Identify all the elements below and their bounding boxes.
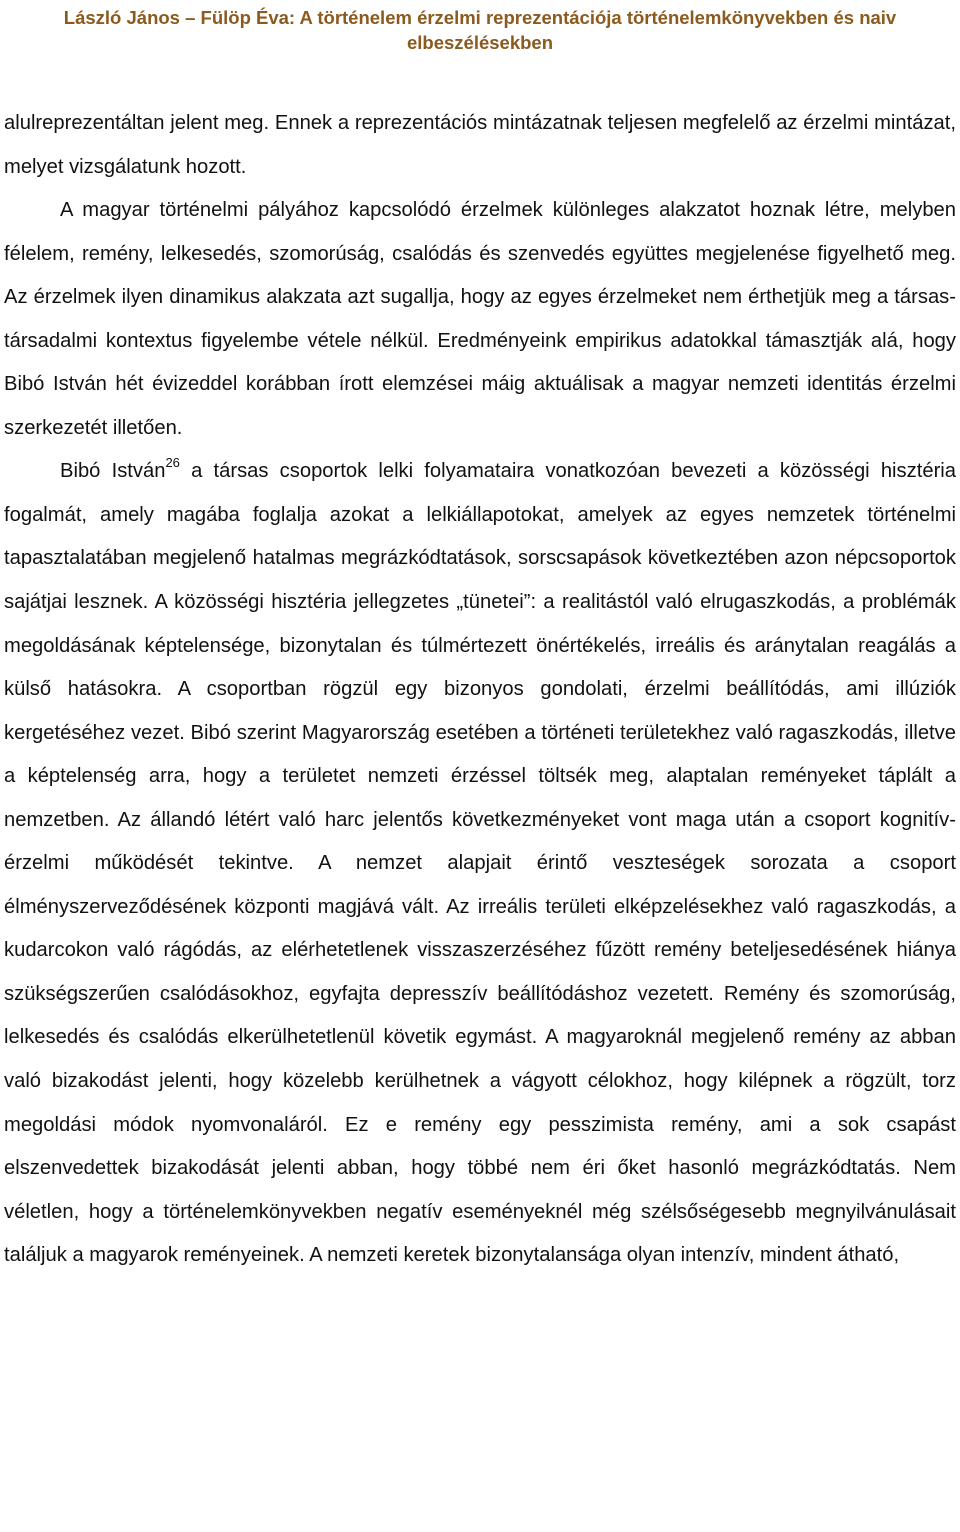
paragraph-3-body: a társas csoportok lelki folyamataira vonatkozóan bevezeti a közösségi hisztéria fogalmát, amely magába foglalja azokat a lelkiállapotokat, amelyek az egyes nemzetek történelmi tapasztalatában megjelenő hatalmas megrázkódtatások, sorscsapások következtében azon népcsoportok sajátjai lesznek. A közösségi hisztéria jellegzetes „tünetei”: a realitástól való elrugaszkodás, a problémák megoldásának képtelensége, bizonytalan és túlmértezett önértékelés, irreális és aránytalan reagálás a külső hatásokra. A csoportban rögzül egy bizonyos gondolati, érzelmi beállítódás, ami illúziók kergetéséhez vezet. Bibó szerint Magyarország esetében a történeti területekhez való ragaszkodás, illetve a képtelenség arra, hogy a területet nemzeti érzéssel töltsék meg, alaptalan reményeket táplált a nemzetben. Az állandó létért való harc jelentős következményeket vont maga után a csoport kognitív-érzelmi működését tekintve. A nemzet alapjait érintő veszteségek sorozata a csoport élményszerveződésének központi magjává vált. Az irreális területi elképzelésekhez való ragaszkodás, a kudarcokon való rágódás, az elérhetetlenek visszaszerzéséhez fűzött remény beteljesedésének hiánya szükségszerűen csalódásokhoz, egyfajta depresszív beállítódáshoz vezetett. Remény és szomorúság, lelkesedés és csalódás elkerülhetetlenül követik egymást. A magyaroknál megjelenő remény az abban való bizakodást jelenti, hogy közelebb kerülhetnek a vágyott célokhoz, hogy kilépnek a rögzült, torz megoldási módok nyomvonaláról. Ez e remény egy pesszimista remény, ami a sok csapást elszenvedettek bizakodását jelenti abban, hogy többé nem éri őket hasonló megrázkódtatás. Nem véletlen, hogy a történelemkönyvekben negatív eseményeknél még szélsőségesebb megnyilvánulásait találjuk a magyarok reményeinek. A nemzeti keretek bizonytalansága olyan intenzív, mindent átható, (4, 460, 957, 1267)
running-header: László János – Fülöp Éva: A történelem érzelmi reprezentációja történelemkönyvekben és naiv elbeszélésekben (63, 7, 897, 53)
paragraph-1: alulreprezentáltan jelent meg. Ennek a reprezentációs mintázatnak teljesen megfelelő az érzelmi mintázat, melyet vizsgálatunk hozott. (4, 112, 956, 178)
footnote-reference[interactable]: 26 (165, 454, 180, 470)
body-text (4, 102, 956, 1278)
paragraph-3 (4, 450, 956, 1277)
paragraph-3-lead: Bibó István (60, 460, 166, 483)
paragraph-2: A magyar történelmi pályához kapcsolódó érzelmek különleges alakzatot hoznak létre, melyben félelem, remény, lelkesedés, szomorúság, csalódás és szenvedés együttes megjelenése figyelhető meg. Az érzelmek ilyen dinamikus alakzata azt sugallja, hogy az egyes érzelmeket nem érthetjük meg a társas-társadalmi kontextus figyelembe vétele nélkül. Eredményeink empirikus adatokkal támasztják alá, hogy Bibó István hét évizeddel korábban írott elemzései máig aktuálisak a magyar nemzeti identitás érzelmi szerkezetét illetően. (4, 199, 956, 439)
